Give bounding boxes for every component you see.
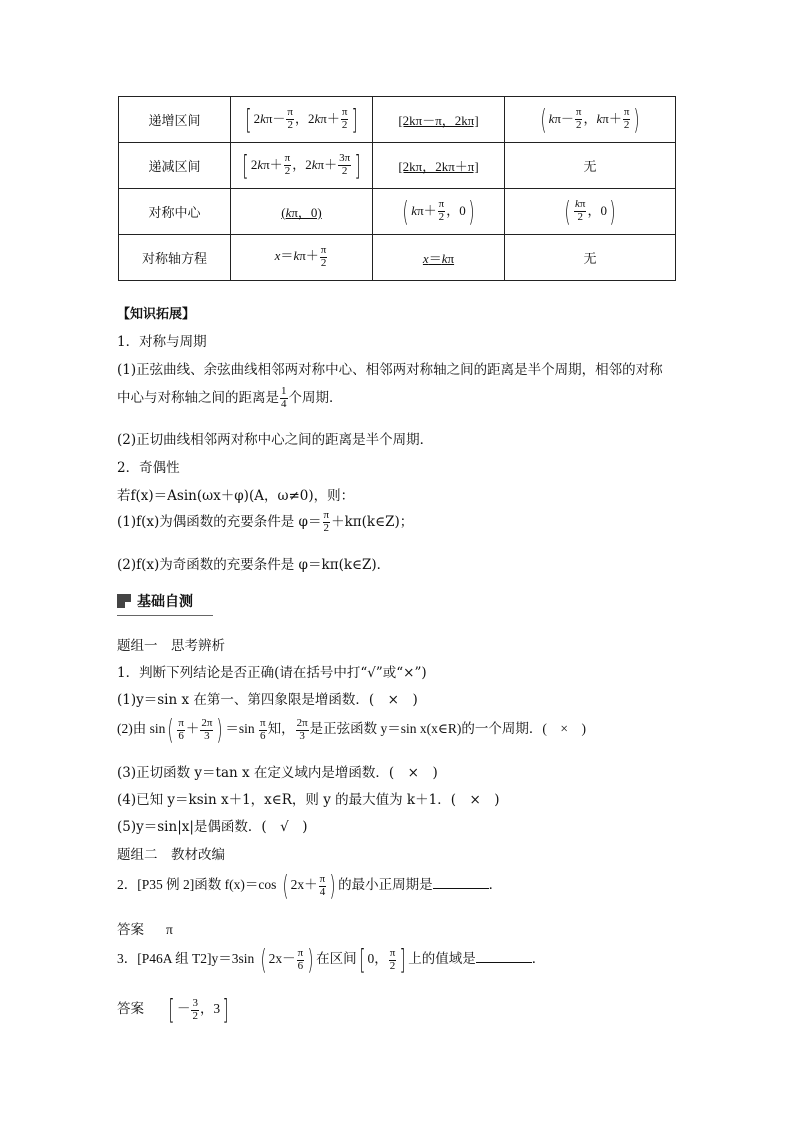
statement5: (5)y＝sin|x|是偶函数．( √ ) xyxy=(117,819,308,835)
statement1: (1)y＝sin x 在第一、第四象限是增函数．( × ) xyxy=(117,692,418,708)
question1: 1．判断下列结论是否正确(请在括号中打“√”或“×”) xyxy=(117,665,427,681)
sin-symmetry-center: (kπ，0) xyxy=(231,189,373,235)
knowledge-heading: 【知识拓展】 xyxy=(117,307,196,322)
section-title: 基础自测 xyxy=(137,594,193,610)
row-label: 递增区间 xyxy=(119,97,231,143)
square-icon xyxy=(117,594,131,608)
tan-decreasing-interval: 无 xyxy=(505,143,676,189)
statement3: (3)正切函数 y＝tan x 在定义域内是增函数．( × ) xyxy=(117,765,438,781)
section-divider xyxy=(117,615,213,616)
answer-blank xyxy=(433,876,489,889)
group1-title: 题组一 思考辨析 xyxy=(117,638,225,654)
statement4: (4)已知 y＝ksin x＋1，x∈R，则 y 的最大值为 k＋1．( × ) xyxy=(117,792,500,808)
question3: 3．[P46A 组 T2]y＝3sin ( 2x－ $\frac{\pi}{6}$ ) 在区间[ 0， $\frac{\pi}{2}$ ] 上的值域是 ． xyxy=(117,943,546,976)
table-row xyxy=(119,189,676,235)
answer-label: 答案 xyxy=(117,922,144,938)
tan-increasing-interval: ( kπ－ $\frac{\pi}{2}$ ，kπ＋ $\frac{\pi}{2}$ ) xyxy=(505,97,676,143)
answer-blank xyxy=(476,950,532,963)
sin-decreasing-interval: [ 2kπ＋ $\frac{\pi}{2}$ ，2kπ＋ $\frac{3\pi}{2}$ ] xyxy=(231,143,373,189)
row-label: 对称中心 xyxy=(119,189,231,235)
cos-increasing-interval: [2kπ－π，2kπ] xyxy=(373,97,505,143)
item1-paragraph2: (2)正切曲线相邻两对称中心之间的距离是半个周期． xyxy=(117,432,434,448)
sin-increasing-interval: [ 2kπ－ $\frac{\pi}{2}$ ，2kπ＋ $\frac{\pi}{2}$ ] xyxy=(231,97,373,143)
cos-decreasing-interval: [2kπ，2kπ＋π] xyxy=(373,143,505,189)
sin-symmetry-axis: x＝kπ＋ $\frac{\pi}{2}$ xyxy=(231,235,373,281)
answer2 xyxy=(117,918,173,938)
item2-paragraph2: (2)f(x)为奇函数的充要条件是 φ＝kπ(k∈Z)． xyxy=(117,557,391,573)
item2-paragraph1: (1)f(x)为偶函数的充要条件是 φ＝ $\frac{\pi}{2}$ ＋kπ(k∈Z)； xyxy=(117,509,414,534)
item2-title: 2．奇偶性 xyxy=(117,460,180,476)
table-row xyxy=(119,235,676,281)
answer3: 答案 [ － $\frac{3}{2}$ ，3] xyxy=(117,993,229,1026)
item2-intro: 若f(x)＝Asin(ωx＋φ)(A，ω≠0)，则： xyxy=(117,488,355,504)
group2-title: 题组二 教材改编 xyxy=(117,847,225,863)
tan-symmetry-axis: 无 xyxy=(505,235,676,281)
section-header xyxy=(117,591,193,611)
question2: 2．[P35 例 2]函数 f(x)＝cos ( 2x＋ $\frac{\pi}{4}$ ) 的最小正周期是 ． xyxy=(117,869,503,902)
row-label: 递减区间 xyxy=(119,143,231,189)
trig-properties-table xyxy=(118,96,676,281)
table-row xyxy=(119,97,676,143)
tan-symmetry-center: ( $\frac{k\pi}{2}$ ，0) xyxy=(505,189,676,235)
item1-paragraph1: (1)正弦曲线、余弦曲线相邻两对称中心、相邻两对称轴之间的距离是半个周期，相邻的对称 xyxy=(117,362,663,378)
cos-symmetry-center: ( kπ＋ $\frac{\pi}{2}$ ，0) xyxy=(373,189,505,235)
statement2: (2)由 sin( $\frac{\pi}{6}$ ＋ $\frac{2\pi}{3}$ ) ＝sin $\frac{\pi}{6}$ 知， $\frac{2\pi}{3}$ 是正弦函数 y＝sin x(x∈R)的一个周期．( × ) xyxy=(117,713,586,746)
item1-paragraph1b: 中心与对称轴之间的距离是 $\frac{1}{4}$ 个周期． xyxy=(117,385,343,410)
row-label: 对称轴方程 xyxy=(119,235,231,281)
answer-label: 答案 xyxy=(117,1001,144,1017)
cos-symmetry-axis: x＝kπ xyxy=(373,235,505,281)
table-row xyxy=(119,143,676,189)
answer-value: π xyxy=(166,922,173,937)
item1-title: 1．对称与周期 xyxy=(117,334,207,350)
